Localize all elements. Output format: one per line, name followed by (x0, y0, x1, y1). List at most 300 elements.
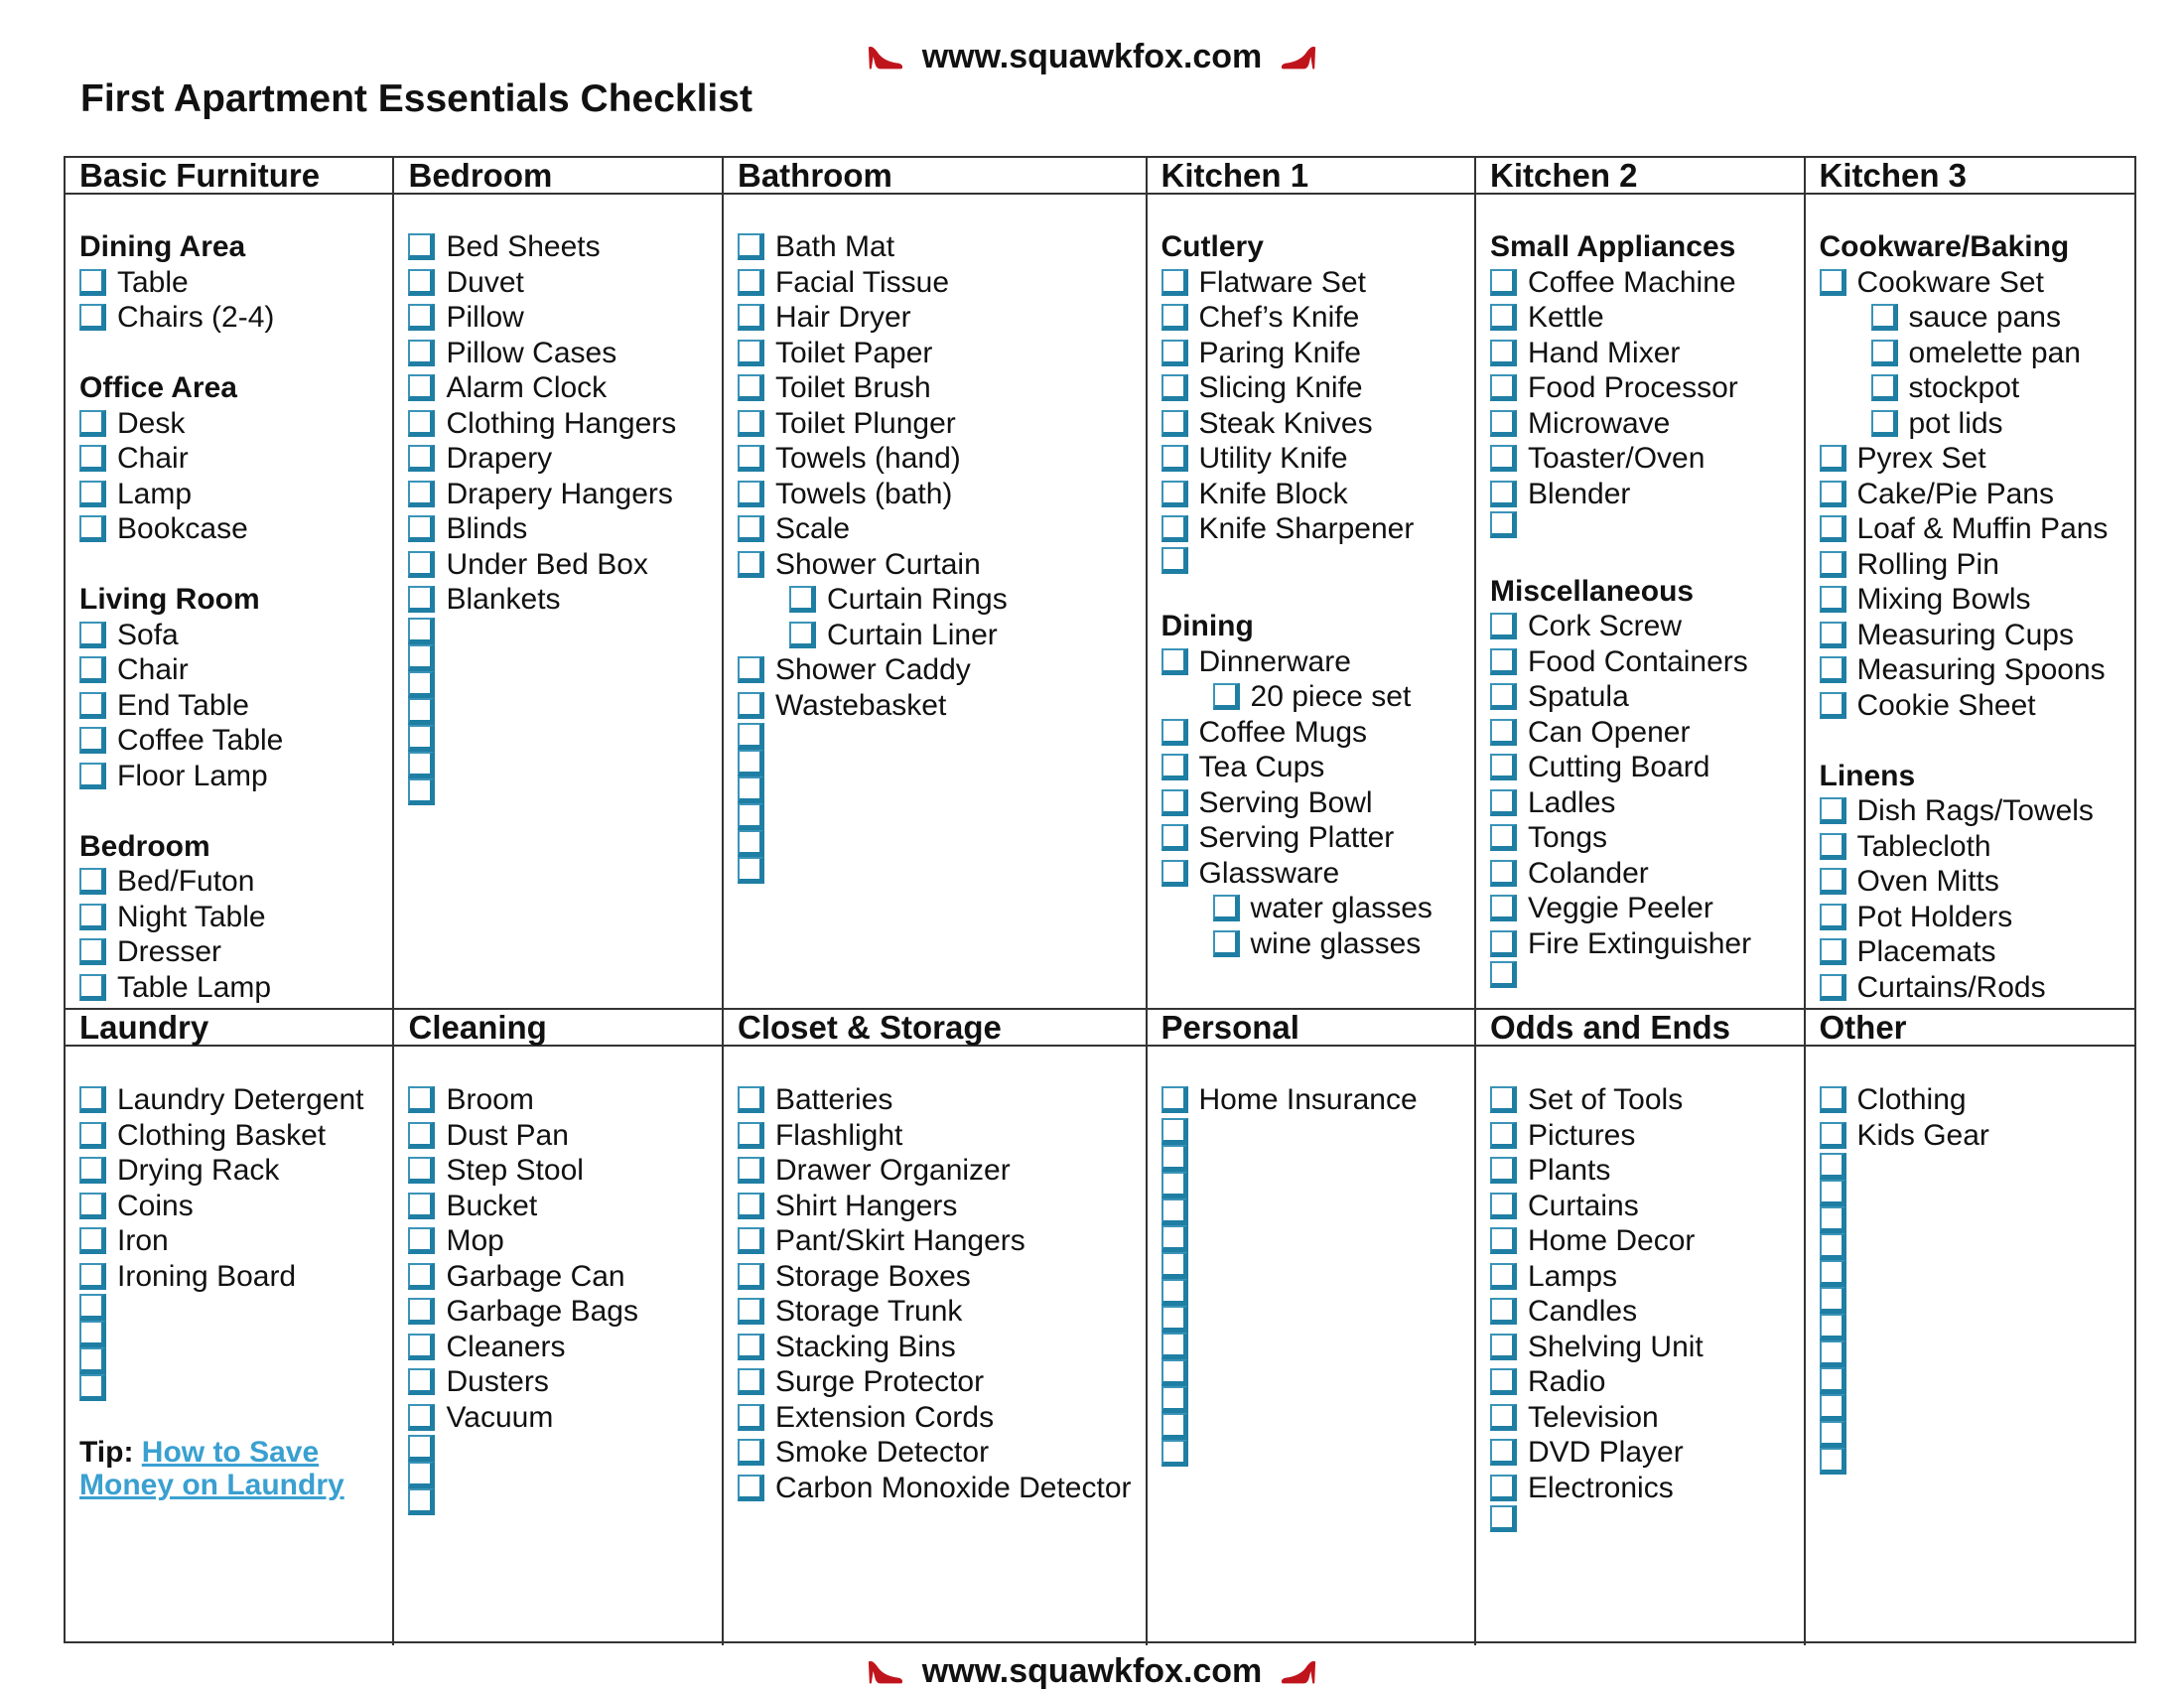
checklist-item[interactable] (79, 477, 378, 512)
checkbox-icon[interactable] (1161, 1172, 1188, 1198)
checkbox-icon[interactable] (1820, 622, 1846, 648)
checklist-item[interactable] (1161, 820, 1460, 856)
checklist-item[interactable] (1161, 1359, 1460, 1386)
checklist-item[interactable] (408, 644, 708, 671)
checkbox-icon[interactable] (738, 803, 764, 830)
checkbox-icon[interactable] (738, 1368, 764, 1395)
checkbox-icon[interactable] (1490, 1263, 1517, 1290)
checklist-item[interactable] (1490, 750, 1790, 785)
checklist-item[interactable] (79, 1189, 378, 1224)
checkbox-icon[interactable] (1490, 445, 1517, 472)
checklist-item[interactable] (408, 370, 708, 406)
checkbox-icon[interactable] (79, 904, 106, 930)
checklist-item[interactable] (1490, 926, 1790, 962)
checkbox-icon[interactable] (79, 1374, 106, 1401)
checklist-item[interactable] (1820, 864, 2120, 900)
checkbox-icon[interactable] (408, 304, 435, 331)
checklist-item[interactable] (79, 1118, 378, 1154)
checkbox-icon[interactable] (1161, 1198, 1188, 1225)
checklist-item[interactable] (408, 1488, 708, 1515)
checklist-item[interactable] (1490, 1259, 1790, 1295)
checkbox-icon[interactable] (1820, 1314, 1846, 1340)
checkbox-icon[interactable] (79, 304, 106, 331)
checklist-item[interactable] (738, 406, 1132, 442)
checkbox-icon[interactable] (1161, 515, 1188, 542)
checklist-item[interactable] (1161, 715, 1460, 751)
checkbox-icon[interactable] (1871, 374, 1898, 401)
checklist-item[interactable] (408, 1400, 708, 1436)
checklist-item[interactable] (408, 618, 708, 644)
checkbox-icon[interactable] (79, 692, 106, 719)
checklist-item[interactable] (1820, 1314, 2120, 1340)
checkbox-icon[interactable] (1490, 1334, 1517, 1360)
checkbox-icon[interactable] (79, 481, 106, 507)
checkbox-icon[interactable] (79, 868, 106, 895)
checkbox-icon[interactable] (79, 1294, 106, 1321)
checkbox-icon[interactable] (1490, 961, 1517, 988)
checkbox-icon[interactable] (408, 410, 435, 437)
checklist-item[interactable] (79, 652, 378, 688)
checkbox-icon[interactable] (738, 830, 764, 857)
checklist-item[interactable] (738, 723, 1132, 750)
checklist-item[interactable] (1490, 1435, 1790, 1471)
checklist-item[interactable] (1490, 1082, 1790, 1118)
checklist-item[interactable] (408, 778, 708, 805)
checkbox-icon[interactable] (408, 1435, 435, 1462)
checklist-item[interactable] (1161, 644, 1460, 680)
checkbox-icon[interactable] (738, 1157, 764, 1184)
checkbox-icon[interactable] (408, 1462, 435, 1488)
checklist-item[interactable] (738, 229, 1132, 265)
checkbox-icon[interactable] (79, 1263, 106, 1290)
checklist-item[interactable] (1820, 1287, 2120, 1314)
checkbox-icon[interactable] (79, 515, 106, 542)
checkbox-icon[interactable] (1490, 374, 1517, 401)
checklist-item[interactable] (408, 1364, 708, 1400)
checklist-item[interactable] (738, 1364, 1132, 1400)
checklist-item[interactable] (79, 265, 378, 301)
checkbox-icon[interactable] (1490, 683, 1517, 710)
checkbox-icon[interactable] (1871, 410, 1898, 437)
checklist-item[interactable] (79, 1374, 378, 1401)
sub-checklist-item[interactable] (1161, 891, 1460, 926)
sub-checklist-item[interactable] (1820, 300, 2120, 336)
checkbox-icon[interactable] (1490, 1157, 1517, 1184)
checkbox-icon[interactable] (738, 1334, 764, 1360)
checkbox-icon[interactable] (79, 727, 106, 754)
checkbox-icon[interactable] (1161, 1306, 1188, 1333)
checklist-item[interactable] (738, 1471, 1132, 1506)
checkbox-icon[interactable] (738, 304, 764, 331)
checkbox-icon[interactable] (1161, 410, 1188, 437)
checkbox-icon[interactable] (1490, 1404, 1517, 1431)
checkbox-icon[interactable] (738, 269, 764, 296)
checklist-item[interactable] (1820, 1082, 2120, 1118)
checkbox-icon[interactable] (738, 1263, 764, 1290)
checklist-item[interactable] (1490, 1223, 1790, 1259)
checkbox-icon[interactable] (1820, 833, 1846, 860)
checklist-item[interactable] (1161, 750, 1460, 785)
checklist-item[interactable] (1820, 934, 2120, 970)
checklist-item[interactable] (1490, 1330, 1790, 1365)
checkbox-icon[interactable] (1161, 719, 1188, 746)
checkbox-icon[interactable] (408, 618, 435, 644)
checkbox-icon[interactable] (79, 763, 106, 789)
checkbox-icon[interactable] (789, 586, 816, 613)
checklist-item[interactable] (738, 265, 1132, 301)
checkbox-icon[interactable] (1161, 1440, 1188, 1467)
checklist-item[interactable] (738, 1400, 1132, 1436)
checkbox-icon[interactable] (1490, 613, 1517, 639)
checkbox-icon[interactable] (1820, 586, 1846, 613)
checklist-item[interactable] (738, 300, 1132, 336)
checklist-item[interactable] (738, 1259, 1132, 1295)
checkbox-icon[interactable] (408, 269, 435, 296)
checklist-item[interactable] (408, 725, 708, 752)
checklist-item[interactable] (1820, 477, 2120, 512)
checklist-item[interactable] (408, 1294, 708, 1330)
checkbox-icon[interactable] (1490, 1227, 1517, 1254)
checklist-item[interactable] (408, 1082, 708, 1118)
checkbox-icon[interactable] (408, 1227, 435, 1254)
checklist-item[interactable] (738, 857, 1132, 884)
checklist-item[interactable] (738, 441, 1132, 477)
checkbox-icon[interactable] (1161, 547, 1188, 574)
checkbox-icon[interactable] (1490, 1505, 1517, 1532)
checklist-item[interactable] (1161, 1252, 1460, 1279)
checkbox-icon[interactable] (738, 723, 764, 750)
checklist-item[interactable] (79, 406, 378, 442)
checklist-item[interactable] (408, 477, 708, 512)
checkbox-icon[interactable] (408, 515, 435, 542)
checkbox-icon[interactable] (1490, 719, 1517, 746)
checkbox-icon[interactable] (1490, 304, 1517, 331)
checklist-item[interactable] (1820, 1421, 2120, 1448)
checklist-item[interactable] (1161, 1225, 1460, 1252)
checklist-item[interactable] (1820, 1340, 2120, 1367)
checklist-item[interactable] (408, 336, 708, 371)
checklist-item[interactable] (1820, 1260, 2120, 1287)
checkbox-icon[interactable] (1490, 410, 1517, 437)
checklist-item[interactable] (79, 618, 378, 653)
checkbox-icon[interactable] (738, 515, 764, 542)
checkbox-icon[interactable] (1490, 1086, 1517, 1113)
checklist-item[interactable] (408, 300, 708, 336)
checklist-item[interactable] (408, 1153, 708, 1189)
checkbox-icon[interactable] (1820, 481, 1846, 507)
laundry-tip-link[interactable]: Money on Laundry (79, 1469, 344, 1501)
checklist-item[interactable] (1490, 1505, 1790, 1532)
checkbox-icon[interactable] (408, 586, 435, 613)
checklist-item[interactable] (1820, 829, 2120, 865)
checklist-item[interactable] (738, 370, 1132, 406)
checklist-item[interactable] (408, 671, 708, 698)
checklist-item[interactable] (1161, 265, 1460, 301)
checkbox-icon[interactable] (1161, 1145, 1188, 1172)
checkbox-icon[interactable] (738, 233, 764, 260)
checkbox-icon[interactable] (1820, 1180, 1846, 1206)
checklist-item[interactable] (79, 1153, 378, 1189)
checkbox-icon[interactable] (1490, 1298, 1517, 1325)
sub-checklist-item[interactable] (1161, 926, 1460, 962)
checkbox-icon[interactable] (738, 1086, 764, 1113)
checkbox-icon[interactable] (1871, 340, 1898, 366)
checkbox-icon[interactable] (738, 1122, 764, 1149)
checkbox-icon[interactable] (408, 644, 435, 671)
checklist-item[interactable] (1820, 970, 2120, 1006)
checklist-item[interactable] (79, 934, 378, 970)
checkbox-icon[interactable] (1161, 1386, 1188, 1413)
checklist-item[interactable] (1161, 1440, 1460, 1467)
checklist-item[interactable] (1490, 477, 1790, 512)
checklist-item[interactable] (1820, 1394, 2120, 1421)
checklist-item[interactable] (1161, 511, 1460, 547)
checklist-item[interactable] (1161, 547, 1460, 574)
checkbox-icon[interactable] (1213, 683, 1240, 710)
checklist-item[interactable] (1490, 856, 1790, 892)
checkbox-icon[interactable] (79, 1347, 106, 1374)
sub-checklist-item[interactable] (738, 618, 1132, 653)
checklist-item[interactable] (1161, 300, 1460, 336)
checklist-item[interactable] (1161, 785, 1460, 821)
checkbox-icon[interactable] (79, 656, 106, 683)
checkbox-icon[interactable] (738, 445, 764, 472)
checkbox-icon[interactable] (738, 1475, 764, 1501)
checklist-item[interactable] (1161, 406, 1460, 442)
checkbox-icon[interactable] (1161, 1086, 1188, 1113)
checkbox-icon[interactable] (408, 233, 435, 260)
checklist-item[interactable] (1820, 652, 2120, 688)
checklist-item[interactable] (79, 1321, 378, 1347)
checklist-item[interactable] (738, 1118, 1132, 1154)
checklist-item[interactable] (408, 752, 708, 778)
checklist-item[interactable] (738, 336, 1132, 371)
sub-checklist-item[interactable] (738, 582, 1132, 618)
checklist-item[interactable] (1490, 336, 1790, 371)
checklist-item[interactable] (1161, 477, 1460, 512)
checklist-item[interactable] (1490, 1471, 1790, 1506)
checklist-item[interactable] (1820, 582, 2120, 618)
checklist-item[interactable] (1490, 1189, 1790, 1224)
checkbox-icon[interactable] (408, 1298, 435, 1325)
checkbox-icon[interactable] (408, 1157, 435, 1184)
checklist-item[interactable] (738, 776, 1132, 803)
checkbox-icon[interactable] (738, 1298, 764, 1325)
checkbox-icon[interactable] (79, 622, 106, 648)
checklist-item[interactable] (1820, 1118, 2120, 1154)
checkbox-icon[interactable] (408, 481, 435, 507)
checkbox-icon[interactable] (1161, 269, 1188, 296)
site-url[interactable]: www.squawkfox.com (921, 1652, 1263, 1690)
checklist-item[interactable] (1161, 1118, 1460, 1145)
checkbox-icon[interactable] (79, 410, 106, 437)
checklist-item[interactable] (738, 477, 1132, 512)
checklist-item[interactable] (408, 1223, 708, 1259)
checklist-item[interactable] (79, 970, 378, 1006)
checklist-item[interactable] (1490, 406, 1790, 442)
sub-checklist-item[interactable] (1820, 336, 2120, 371)
checkbox-icon[interactable] (738, 1439, 764, 1466)
checklist-item[interactable] (79, 900, 378, 935)
checklist-item[interactable] (738, 1189, 1132, 1224)
checkbox-icon[interactable] (79, 1321, 106, 1347)
checklist-item[interactable] (79, 864, 378, 900)
checklist-item[interactable] (1490, 785, 1790, 821)
checklist-item[interactable] (738, 1223, 1132, 1259)
checklist-item[interactable] (1161, 1333, 1460, 1359)
checklist-item[interactable] (738, 511, 1132, 547)
checkbox-icon[interactable] (1213, 895, 1240, 921)
checklist-item[interactable] (738, 1330, 1132, 1365)
checkbox-icon[interactable] (1490, 789, 1517, 816)
checkbox-icon[interactable] (408, 445, 435, 472)
checklist-item[interactable] (738, 652, 1132, 688)
checkbox-icon[interactable] (1161, 860, 1188, 887)
checklist-item[interactable] (79, 1294, 378, 1321)
checkbox-icon[interactable] (1490, 1122, 1517, 1149)
checkbox-icon[interactable] (1820, 1448, 1846, 1475)
checklist-item[interactable] (1161, 441, 1460, 477)
checkbox-icon[interactable] (1490, 648, 1517, 675)
checklist-item[interactable] (1490, 715, 1790, 751)
checklist-item[interactable] (1490, 1400, 1790, 1436)
checkbox-icon[interactable] (1161, 1413, 1188, 1440)
site-url[interactable]: www.squawkfox.com (921, 38, 1263, 75)
checkbox-icon[interactable] (1820, 551, 1846, 578)
checkbox-icon[interactable] (1820, 1421, 1846, 1448)
checkbox-icon[interactable] (1820, 692, 1846, 719)
checklist-item[interactable] (79, 300, 378, 336)
checklist-item[interactable] (408, 547, 708, 583)
checklist-item[interactable] (1490, 441, 1790, 477)
checklist-item[interactable] (408, 511, 708, 547)
checklist-item[interactable] (1490, 1294, 1790, 1330)
checkbox-icon[interactable] (1161, 374, 1188, 401)
checkbox-icon[interactable] (1490, 1368, 1517, 1395)
checkbox-icon[interactable] (408, 778, 435, 805)
checkbox-icon[interactable] (1871, 304, 1898, 331)
checkbox-icon[interactable] (408, 551, 435, 578)
checkbox-icon[interactable] (738, 481, 764, 507)
checkbox-icon[interactable] (738, 656, 764, 683)
checkbox-icon[interactable] (738, 551, 764, 578)
checklist-item[interactable] (1161, 1279, 1460, 1306)
checkbox-icon[interactable] (1820, 1287, 1846, 1314)
checkbox-icon[interactable] (738, 374, 764, 401)
checklist-item[interactable] (408, 1330, 708, 1365)
checklist-item[interactable] (79, 688, 378, 724)
checkbox-icon[interactable] (79, 1122, 106, 1149)
checklist-item[interactable] (1820, 688, 2120, 724)
checklist-item[interactable] (1490, 961, 1790, 988)
checkbox-icon[interactable] (408, 374, 435, 401)
checkbox-icon[interactable] (738, 1404, 764, 1431)
checkbox-icon[interactable] (408, 725, 435, 752)
checklist-item[interactable] (79, 1082, 378, 1118)
sub-checklist-item[interactable] (1820, 370, 2120, 406)
checklist-item[interactable] (1820, 265, 2120, 301)
checklist-item[interactable] (1161, 1386, 1460, 1413)
checkbox-icon[interactable] (408, 1404, 435, 1431)
checkbox-icon[interactable] (1820, 904, 1846, 930)
checkbox-icon[interactable] (408, 1086, 435, 1113)
checklist-item[interactable] (1161, 370, 1460, 406)
checklist-item[interactable] (738, 547, 1132, 583)
checkbox-icon[interactable] (1490, 481, 1517, 507)
checklist-item[interactable] (1820, 1233, 2120, 1260)
checkbox-icon[interactable] (1820, 515, 1846, 542)
checklist-item[interactable] (738, 830, 1132, 857)
checklist-item[interactable] (79, 1259, 378, 1295)
checkbox-icon[interactable] (1490, 930, 1517, 957)
checklist-item[interactable] (1820, 441, 2120, 477)
checkbox-icon[interactable] (1161, 824, 1188, 851)
checkbox-icon[interactable] (1161, 1279, 1188, 1306)
checklist-item[interactable] (1161, 856, 1460, 892)
checkbox-icon[interactable] (1820, 1206, 1846, 1233)
checkbox-icon[interactable] (1490, 511, 1517, 538)
checkbox-icon[interactable] (408, 698, 435, 725)
checklist-item[interactable] (738, 803, 1132, 830)
checklist-item[interactable] (1490, 265, 1790, 301)
checkbox-icon[interactable] (79, 1086, 106, 1113)
checklist-item[interactable] (1490, 300, 1790, 336)
checkbox-icon[interactable] (1820, 1340, 1846, 1367)
checkbox-icon[interactable] (1490, 860, 1517, 887)
checklist-item[interactable] (79, 511, 378, 547)
checklist-item[interactable] (1161, 1082, 1460, 1118)
checkbox-icon[interactable] (1490, 1475, 1517, 1501)
checkbox-icon[interactable] (408, 1193, 435, 1219)
checkbox-icon[interactable] (789, 622, 816, 648)
checklist-item[interactable] (1161, 1172, 1460, 1198)
checkbox-icon[interactable] (1490, 269, 1517, 296)
checkbox-icon[interactable] (1161, 340, 1188, 366)
checkbox-icon[interactable] (1161, 1225, 1188, 1252)
checkbox-icon[interactable] (408, 1488, 435, 1515)
checklist-item[interactable] (738, 1082, 1132, 1118)
checklist-item[interactable] (1161, 1413, 1460, 1440)
checkbox-icon[interactable] (1161, 1118, 1188, 1145)
checkbox-icon[interactable] (1161, 445, 1188, 472)
checkbox-icon[interactable] (79, 1193, 106, 1219)
checklist-item[interactable] (408, 698, 708, 725)
checklist-item[interactable] (1820, 1153, 2120, 1180)
checklist-item[interactable] (1820, 618, 2120, 653)
checklist-item[interactable] (1820, 793, 2120, 829)
checkbox-icon[interactable] (1490, 1193, 1517, 1219)
checkbox-icon[interactable] (79, 1227, 106, 1254)
checkbox-icon[interactable] (1820, 1233, 1846, 1260)
checkbox-icon[interactable] (738, 776, 764, 803)
checkbox-icon[interactable] (738, 340, 764, 366)
checkbox-icon[interactable] (408, 1334, 435, 1360)
checklist-item[interactable] (79, 441, 378, 477)
checkbox-icon[interactable] (79, 269, 106, 296)
checkbox-icon[interactable] (408, 1368, 435, 1395)
checklist-item[interactable] (79, 1347, 378, 1374)
checklist-item[interactable] (738, 1294, 1132, 1330)
checkbox-icon[interactable] (1161, 1359, 1188, 1386)
checkbox-icon[interactable] (1490, 895, 1517, 921)
checklist-item[interactable] (408, 406, 708, 442)
checklist-item[interactable] (1820, 1367, 2120, 1394)
checkbox-icon[interactable] (1820, 938, 1846, 965)
checklist-item[interactable] (738, 1153, 1132, 1189)
checklist-item[interactable] (1490, 609, 1790, 644)
checkbox-icon[interactable] (1213, 930, 1240, 957)
checkbox-icon[interactable] (738, 857, 764, 884)
